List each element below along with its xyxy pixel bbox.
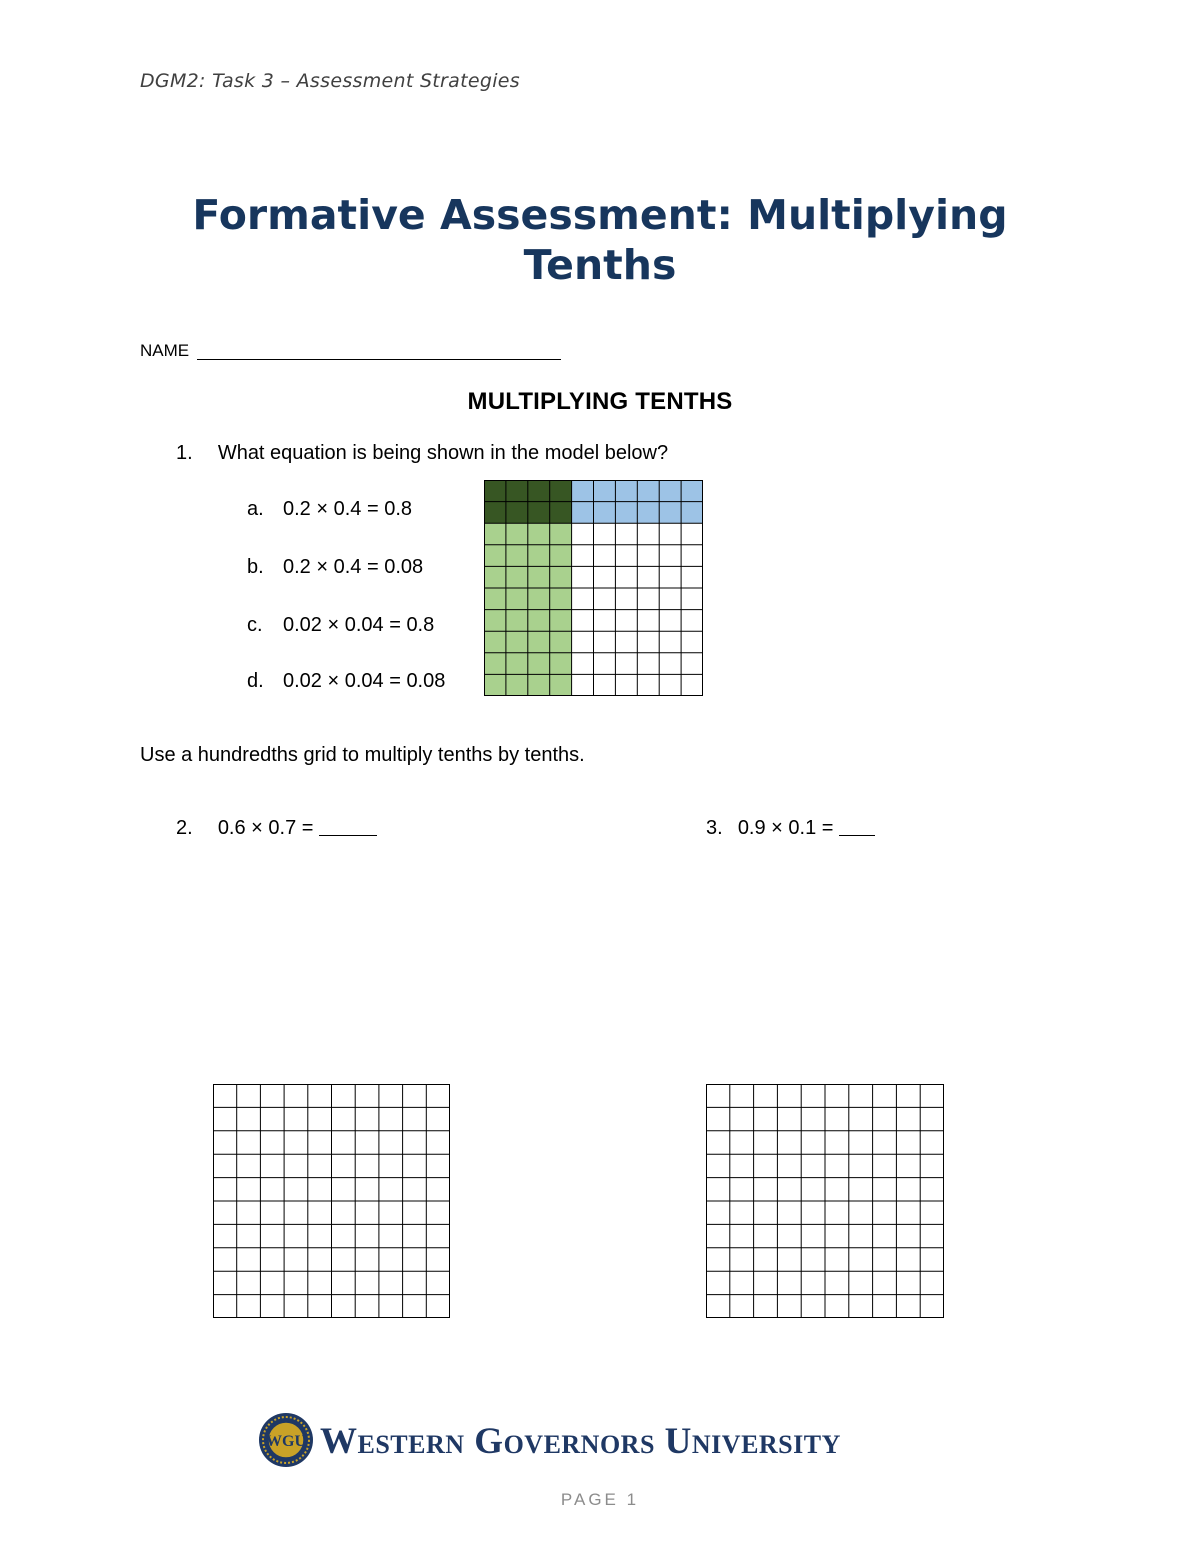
shaded-cell — [484, 480, 506, 502]
option-letter: b. — [247, 556, 264, 578]
option-letter: c. — [247, 614, 263, 636]
shaded-cell — [484, 674, 506, 696]
shaded-cell — [550, 480, 572, 502]
title-line-2: Tenths — [523, 241, 677, 289]
option-text: 0.2 × 0.4 = 0.8 — [283, 498, 412, 520]
option-letter: d. — [247, 670, 264, 692]
shaded-cell — [550, 631, 572, 653]
shaded-cell — [681, 480, 703, 502]
option-text: 0.02 × 0.04 = 0.8 — [283, 614, 435, 636]
shaded-cell — [506, 674, 528, 696]
shaded-cell — [528, 566, 550, 588]
shaded-cell — [681, 502, 703, 524]
shaded-cell — [594, 502, 616, 524]
option-d[interactable] — [247, 670, 445, 693]
shaded-cell — [506, 588, 528, 610]
shaded-cell — [506, 523, 528, 545]
page-number: PAGE 1 — [560, 1490, 640, 1509]
question-number: 2. — [176, 817, 193, 839]
shaded-cell — [528, 502, 550, 524]
seal-monogram: WGU — [266, 1433, 306, 1450]
question-text: What equation is being shown in the model below? — [217, 442, 669, 464]
shaded-cell — [528, 545, 550, 567]
shaded-cell — [506, 502, 528, 524]
question-expression: 0.6 × 0.7 = — [217, 817, 314, 839]
question-2 — [176, 817, 377, 840]
shaded-cell — [484, 523, 506, 545]
question-number: 1. — [176, 442, 193, 464]
shaded-cell — [550, 523, 572, 545]
shaded-cell — [484, 653, 506, 675]
wgu-wordmark: Western Governors University — [320, 1421, 841, 1462]
shaded-cell — [550, 610, 572, 632]
shaded-cell — [528, 588, 550, 610]
shaded-cell — [637, 480, 659, 502]
shaded-cell — [484, 502, 506, 524]
shaded-cell — [550, 674, 572, 696]
option-c[interactable] — [247, 614, 434, 637]
shaded-cell — [572, 502, 594, 524]
question-3 — [706, 817, 875, 840]
shaded-cell — [659, 480, 681, 502]
shaded-cell — [572, 480, 594, 502]
shaded-cell — [484, 566, 506, 588]
shaded-cell — [528, 523, 550, 545]
shaded-cell — [550, 588, 572, 610]
shaded-cell — [484, 610, 506, 632]
shaded-cell — [506, 545, 528, 567]
section-heading: MULTIPLYING TENTHS — [467, 388, 733, 415]
shaded-cell — [506, 566, 528, 588]
shaded-cell — [550, 653, 572, 675]
shaded-cell — [484, 545, 506, 567]
model-hundredths-grid — [484, 480, 703, 696]
shaded-cell — [615, 480, 637, 502]
shaded-cell — [528, 610, 550, 632]
shaded-cell — [528, 674, 550, 696]
wgu-logo — [258, 1412, 908, 1470]
wgu-seal-icon — [258, 1412, 314, 1468]
shaded-cell — [506, 631, 528, 653]
shaded-cell — [528, 480, 550, 502]
shaded-cell — [506, 653, 528, 675]
blank-grid-question-3[interactable] — [706, 1084, 944, 1318]
option-letter: a. — [247, 498, 264, 520]
instruction-text: Use a hundredths grid to multiply tenths by tenths. — [140, 744, 585, 766]
question-expression: 0.9 × 0.1 = — [737, 817, 834, 839]
shaded-cell — [550, 566, 572, 588]
shaded-cell — [615, 502, 637, 524]
question-1 — [176, 442, 668, 465]
shaded-cell — [484, 631, 506, 653]
name-field-line[interactable] — [197, 359, 561, 360]
shaded-cell — [506, 610, 528, 632]
option-text: 0.02 × 0.04 = 0.08 — [283, 670, 446, 692]
shaded-cell — [528, 631, 550, 653]
document-header: DGM2: Task 3 – Assessment Strategies — [140, 70, 520, 92]
shaded-cell — [506, 480, 528, 502]
shaded-cell — [594, 480, 616, 502]
answer-blank[interactable] — [319, 819, 377, 836]
option-b[interactable] — [247, 556, 423, 579]
shaded-cell — [528, 653, 550, 675]
option-a[interactable] — [247, 498, 412, 521]
shaded-cell — [550, 545, 572, 567]
option-text: 0.2 × 0.4 = 0.08 — [283, 556, 424, 578]
answer-blank[interactable] — [839, 819, 875, 836]
name-label: NAME — [140, 341, 190, 360]
shaded-cell — [550, 502, 572, 524]
title-line-1: Formative Assessment: Multiplying — [192, 191, 1008, 239]
page-title — [100, 190, 1100, 290]
question-number: 3. — [706, 817, 723, 839]
blank-grid-question-2[interactable] — [213, 1084, 450, 1318]
shaded-cell — [637, 502, 659, 524]
shaded-cell — [659, 502, 681, 524]
shaded-cell — [484, 588, 506, 610]
